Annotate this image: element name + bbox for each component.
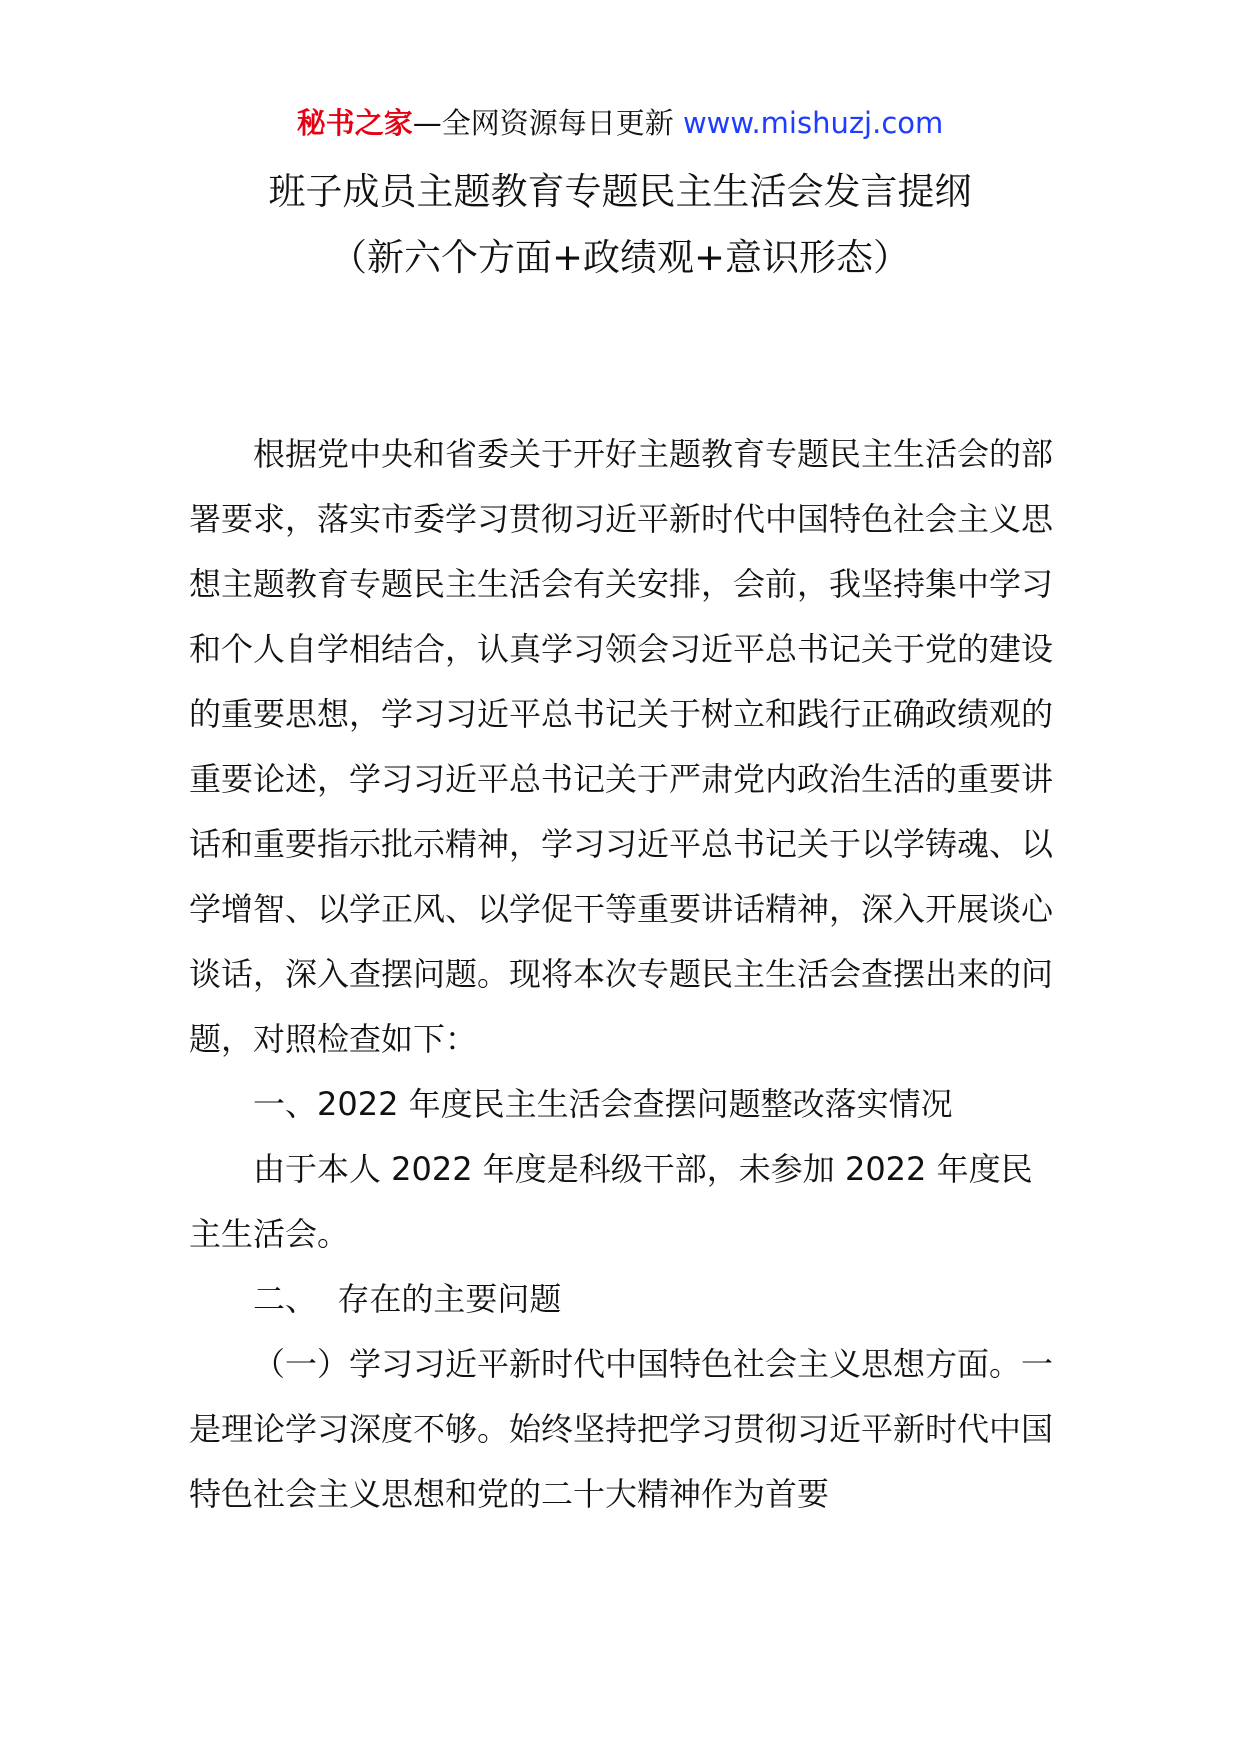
intro-paragraph: 根据党中央和省委关于开好主题教育专题民主生活会的部署要求，落实市委学习贯彻习近平新时代中国特色社会主义思想主题教育专题民主生活会有关安排，会前，我坚持集中学习和个人自学相结合，认真学习领会习近平总书记关于党的建设的重要思想，学习习近平总书记关于树立和践行正确政绩观的重要论述，学习习近平总书记关于严肃党内政治生活的重要讲话和重要指示批示精神，学习习近平总书记关于以学铸魂、以学增智、以学正风、以学促干等重要讲话精神，深入开展谈心谈话，深入查摆问题。现将本次专题民主生活会查摆出来的问题，对照检查如下： xyxy=(189,435,1054,1058)
section-1-paragraph: 由于本人 2022 年度是科级干部，未参加 2022 年度民主生活会。 xyxy=(189,1150,1033,1253)
watermark-brand: 秘书之家 xyxy=(296,106,413,140)
section-heading-2: 二、 存在的主要问题 xyxy=(253,1280,562,1318)
watermark-url[interactable]: www.mishuzj.com xyxy=(682,106,944,140)
document-subtitle: （新六个方面+政绩观+意识形态） xyxy=(329,236,910,279)
watermark-slogan: —全网资源每日更新 xyxy=(412,106,683,140)
subsection-1-paragraph: （一）学习习近平新时代中国特色社会主义思想方面。一是理论学习深度不够。始终坚持把学习贯彻习近平新时代中国特色社会主义思想和党的二十大精神作为首要 xyxy=(189,1345,1054,1513)
watermark-header xyxy=(0,103,1240,143)
document-body xyxy=(189,422,1059,1527)
section-heading-1: 一、2022 年度民主生活会查摆问题整改落实情况 xyxy=(253,1085,953,1123)
document-title: 班子成员主题教育专题民主生活会发言提纲 xyxy=(268,170,972,213)
